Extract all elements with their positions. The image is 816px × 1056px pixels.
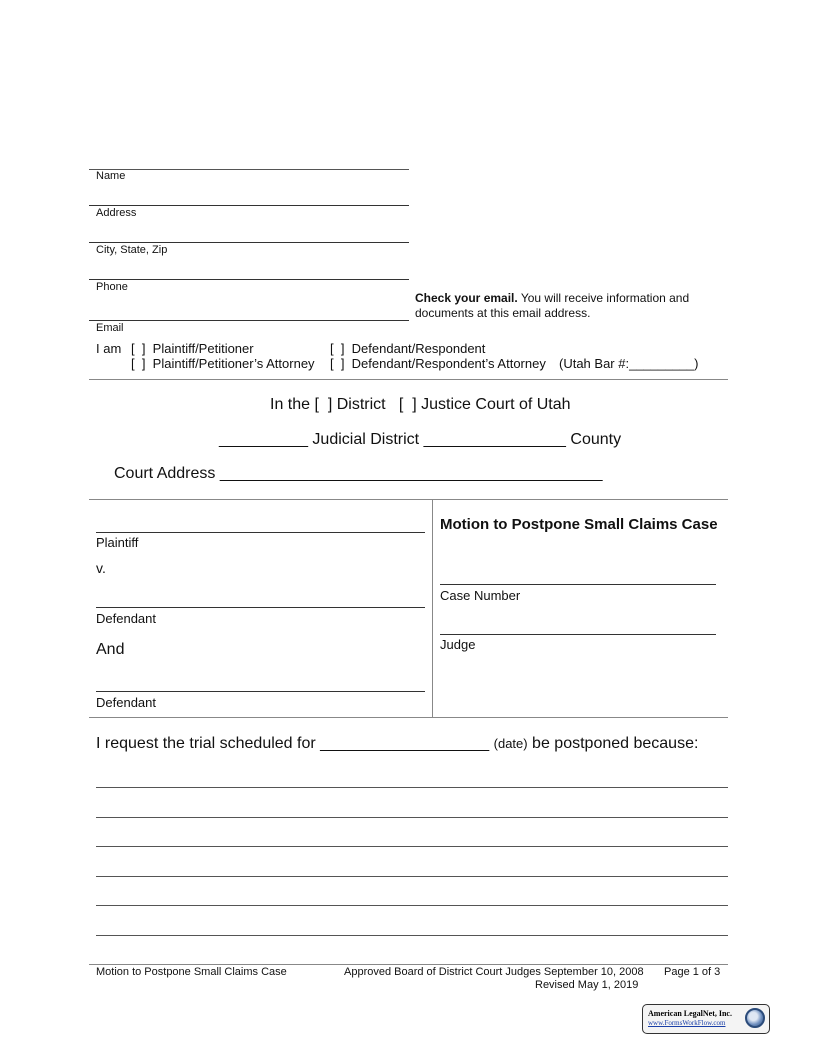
request-sentence[interactable]: [96, 735, 698, 753]
email-line[interactable]: [89, 320, 409, 321]
defendant2-label: Defendant: [96, 695, 156, 710]
email-note-bold: Check your email.: [415, 291, 518, 305]
court-address-line[interactable]: Court Address ___________________________________________: [114, 465, 603, 482]
judicial-district-line[interactable]: __________ Judicial District ________________ County: [219, 431, 622, 448]
logo-name: American LegalNet, Inc.: [648, 1009, 732, 1018]
date-label: (date): [493, 736, 528, 751]
globe-icon: [745, 1008, 765, 1028]
name-label: Name: [96, 170, 126, 182]
and-label: And: [96, 641, 125, 658]
footer-divider: [89, 964, 728, 965]
email-note: [415, 291, 705, 321]
case-number-line[interactable]: [440, 584, 716, 585]
reason-line-6[interactable]: [96, 935, 728, 936]
address-line[interactable]: [89, 205, 409, 206]
reason-line-4[interactable]: [96, 876, 728, 877]
caption-divider-top: [89, 499, 728, 500]
judge-label: Judge: [440, 637, 476, 652]
plaintiff-attorney-checkbox[interactable]: [ ] Plaintiff/Petitioner’s Attorney: [131, 356, 315, 371]
judge-line[interactable]: [440, 634, 716, 635]
city-label: City, State, Zip: [96, 244, 168, 256]
request-suffix: be postponed because:: [527, 735, 699, 752]
defendant1-label: Defendant: [96, 611, 156, 626]
email-label: Email: [96, 322, 124, 334]
defendant2-line[interactable]: [96, 691, 425, 692]
request-prefix: I request the trial scheduled for ___________________: [96, 735, 494, 752]
footer-approved: Approved Board of District Court Judges September 10, 2008: [344, 966, 644, 978]
bar-number-field[interactable]: (Utah Bar #:_________): [559, 356, 699, 371]
caption-divider-bottom: [89, 717, 728, 718]
reason-line-1[interactable]: [96, 787, 728, 788]
reason-line-2[interactable]: [96, 817, 728, 818]
section-divider-top: [89, 379, 728, 380]
reason-line-5[interactable]: [96, 905, 728, 906]
name-line[interactable]: [89, 169, 409, 170]
plaintiff-line[interactable]: [96, 532, 425, 533]
caption-divider-vertical: [432, 499, 433, 718]
footer-form-title: Motion to Postpone Small Claims Case: [96, 966, 287, 978]
versus-label: v.: [96, 560, 106, 576]
footer-revised: Revised May 1, 2019: [535, 979, 639, 991]
email-note-text: You will receive information and documents at this email address.: [415, 291, 690, 320]
phone-line[interactable]: [89, 279, 409, 280]
i-am-label: I am: [96, 341, 122, 356]
court-type-line[interactable]: In the [ ] District [ ] Justice Court of Utah: [270, 396, 571, 413]
case-number-label: Case Number: [440, 588, 521, 603]
address-label: Address: [96, 207, 137, 219]
defendant-attorney-checkbox[interactable]: [ ] Defendant/Respondent’s Attorney: [330, 356, 546, 371]
plaintiff-label: Plaintiff: [96, 535, 139, 550]
motion-title: Motion to Postpone Small Claims Case: [440, 516, 718, 533]
defendant1-line[interactable]: [96, 607, 425, 608]
logo-url[interactable]: www.FormsWorkFlow.com: [648, 1019, 726, 1027]
plaintiff-checkbox[interactable]: [ ] Plaintiff/Petitioner: [131, 341, 254, 356]
reason-line-3[interactable]: [96, 846, 728, 847]
american-legalnet-logo[interactable]: [642, 1004, 770, 1034]
phone-label: Phone: [96, 281, 128, 293]
defendant-checkbox[interactable]: [ ] Defendant/Respondent: [330, 341, 486, 356]
city-line[interactable]: [89, 242, 409, 243]
footer-page-number: Page 1 of 3: [664, 966, 721, 978]
